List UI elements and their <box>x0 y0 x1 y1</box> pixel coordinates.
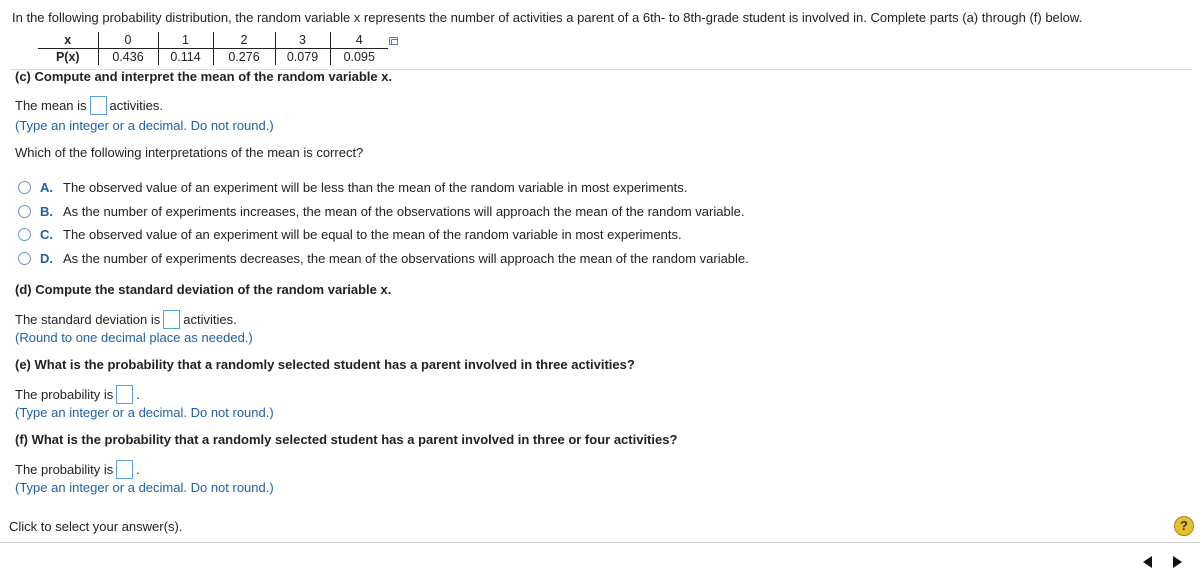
prob-f-input[interactable] <box>116 460 133 479</box>
x-value: 3 <box>275 32 330 49</box>
option-text: As the number of experiments increases, the mean of the observations will approach the mean of the random variable. <box>63 204 745 219</box>
prob-e-prefix: The probability is <box>15 387 114 402</box>
sd-prefix: The standard deviation is <box>15 312 161 327</box>
option-a[interactable] <box>18 180 687 195</box>
option-letter: C. <box>40 227 53 242</box>
p-header: P(x) <box>55 50 80 64</box>
x-value: 2 <box>213 32 275 49</box>
option-d[interactable] <box>18 251 749 266</box>
option-text: The observed value of an experiment will be less than the mean of the random variable in most experiments. <box>63 180 688 195</box>
prev-arrow-icon[interactable] <box>1143 556 1152 568</box>
radio-button[interactable] <box>18 181 31 194</box>
option-letter: B. <box>40 204 53 219</box>
sd-suffix: activities. <box>183 312 237 327</box>
sd-input[interactable] <box>163 310 180 329</box>
problem-intro: In the following probability distribution, the random variable x represents the number of activities a parent of a 6th- to 8th-grade student is involved in. Complete parts (a) through (f) below. <box>12 10 1083 25</box>
p-value: 0.114 <box>158 49 213 66</box>
option-c[interactable] <box>18 227 682 242</box>
prob-e-hint: (Type an integer or a decimal. Do not round.) <box>15 405 274 420</box>
x-value: 4 <box>330 32 388 49</box>
copy-icon[interactable] <box>389 37 398 45</box>
mean-suffix: activities. <box>109 98 164 113</box>
part-f-heading: (f) What is the probability that a randomly selected student has a parent involved in three or four activities? <box>15 432 678 447</box>
sd-hint: (Round to one decimal place as needed.) <box>15 330 253 345</box>
x-row <box>38 32 388 49</box>
p-value: 0.436 <box>98 49 158 66</box>
p-value: 0.276 <box>213 49 275 66</box>
x-value: 0 <box>98 32 158 49</box>
next-arrow-icon[interactable] <box>1173 556 1182 568</box>
option-letter: D. <box>40 251 53 266</box>
probability-distribution-table <box>38 32 388 65</box>
radio-button[interactable] <box>18 205 31 218</box>
mean-hint: (Type an integer or a decimal. Do not round.) <box>15 118 274 133</box>
prob-f-suffix: . <box>136 462 140 477</box>
x-value: 1 <box>158 32 213 49</box>
prob-f-answer-line <box>15 462 140 479</box>
prob-f-hint: (Type an integer or a decimal. Do not round.) <box>15 480 274 495</box>
help-icon[interactable]: ? <box>1174 516 1194 536</box>
mean-answer-line <box>15 98 163 115</box>
option-letter: A. <box>40 180 53 195</box>
click-instruction: Click to select your answer(s). <box>9 519 183 534</box>
interpretation-question: Which of the following interpretations of the mean is correct? <box>15 145 364 160</box>
prob-e-suffix: . <box>136 387 140 402</box>
option-b[interactable] <box>18 204 744 219</box>
sd-answer-line <box>15 312 237 329</box>
mean-input[interactable] <box>90 96 107 115</box>
part-e-heading: (e) What is the probability that a randomly selected student has a parent involved in three activities? <box>15 357 635 372</box>
p-row <box>38 49 388 66</box>
option-text: As the number of experiments decreases, the mean of the observations will approach the mean of the random variable. <box>63 251 749 266</box>
radio-button[interactable] <box>18 252 31 265</box>
x-header: x <box>38 32 98 49</box>
prob-f-prefix: The probability is <box>15 462 114 477</box>
part-d-heading: (d) Compute the standard deviation of the random variable x. <box>15 282 392 297</box>
p-value: 0.095 <box>330 49 388 66</box>
p-value: 0.079 <box>275 49 330 66</box>
footer-divider <box>0 542 1200 543</box>
option-text: The observed value of an experiment will be equal to the mean of the random variable in most experiments. <box>63 227 682 242</box>
radio-button[interactable] <box>18 228 31 241</box>
part-c-heading: (c) Compute and interpret the mean of the random variable x. <box>15 69 393 84</box>
mean-prefix: The mean is <box>15 98 87 113</box>
prob-e-answer-line <box>15 387 140 404</box>
prob-e-input[interactable] <box>116 385 133 404</box>
